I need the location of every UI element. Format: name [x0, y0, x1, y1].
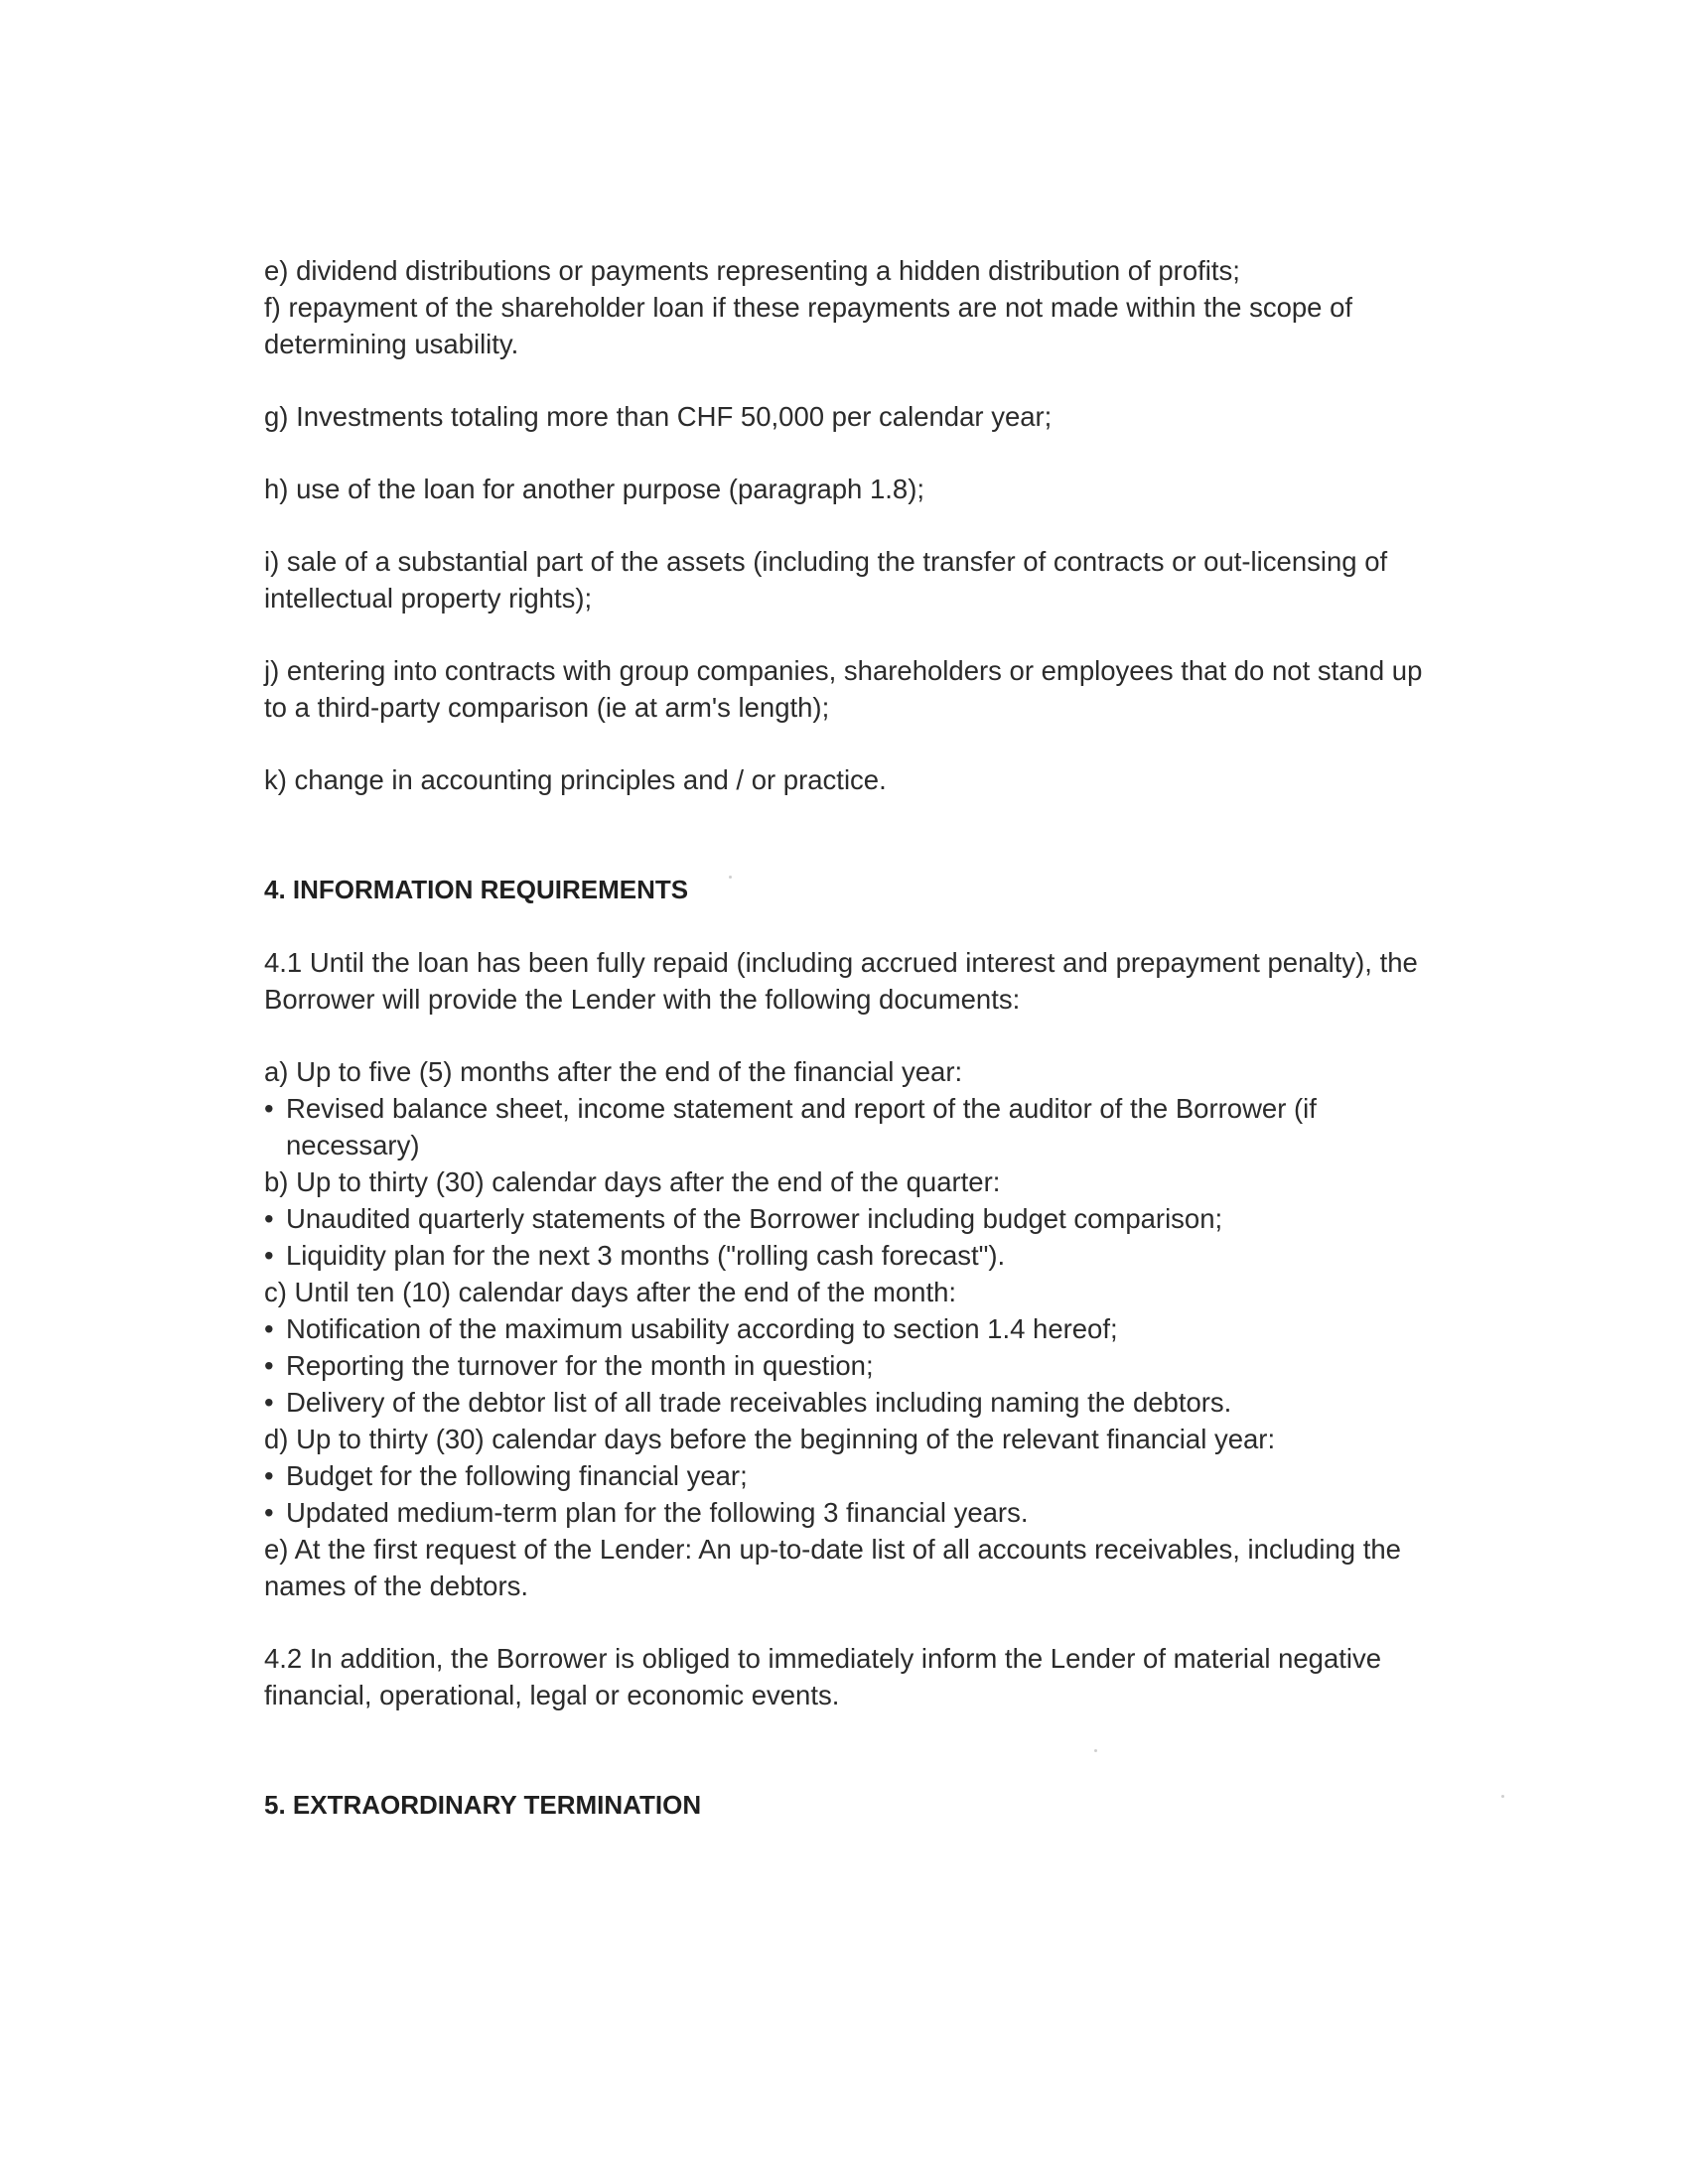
list-item: • Budget for the following financial year; [264, 1457, 1436, 1494]
scan-speck [1094, 1749, 1097, 1752]
clause-4-1-c-list [264, 1310, 1436, 1421]
clause-4-1-d-intro: d) Up to thirty (30) calendar days before the beginning of the relevant financial year: [264, 1424, 1276, 1454]
list-item: • Unaudited quarterly statements of the Borrower including budget comparison; [264, 1200, 1436, 1237]
section-4-heading: 4. INFORMATION REQUIREMENTS [264, 875, 689, 904]
list-item: • Revised balance sheet, income statement and report of the auditor of the Borrower (if necessary) [264, 1090, 1436, 1163]
clause-4-1-a-list [264, 1090, 1436, 1163]
clause-4-1-c-intro: c) Until ten (10) calendar days after the end of the month: [264, 1277, 957, 1307]
item-g-investments: g) Investments totaling more than CHF 50,000 per calendar year; [264, 401, 1053, 432]
section-5-heading: 5. EXTRAORDINARY TERMINATION [264, 1790, 702, 1820]
list-item: • Liquidity plan for the next 3 months ("rolling cash forecast"). [264, 1237, 1436, 1274]
clause-4-1-d-list [264, 1457, 1436, 1531]
list-item: • Delivery of the debtor list of all trade receivables including naming the debtors. [264, 1384, 1436, 1421]
clause-4-1-e: e) At the first request of the Lender: An up-to-date list of all accounts receivables, including the names of the debtors. [264, 1534, 1401, 1601]
item-j-contracts: j) entering into contracts with group companies, shareholders or employees that do not stand up to a third-party comparison (ie at arm's length); [264, 655, 1423, 723]
scan-speck [1501, 1795, 1504, 1798]
clause-4-1-a-intro: a) Up to five (5) months after the end of the financial year: [264, 1056, 963, 1087]
item-i-asset-sale: i) sale of a substantial part of the assets (including the transfer of contracts or out-licensing of intellectual property rights); [264, 546, 1388, 614]
clause-4-1-b-intro: b) Up to thirty (30) calendar days after the end of the quarter: [264, 1166, 1001, 1197]
item-f-shareholder-loan: f) repayment of the shareholder loan if these repayments are not made within the scope of determining usability. [264, 292, 1353, 359]
scan-speck [729, 876, 732, 879]
clause-4-1: 4.1 Until the loan has been fully repaid (including accrued interest and prepayment penalty), the Borrower will provide the Lender with the following documents: [264, 947, 1418, 1015]
clause-4-2: 4.2 In addition, the Borrower is obliged to immediately inform the Lender of material negative financial, operational, legal or economic events. [264, 1643, 1382, 1710]
list-item: • Reporting the turnover for the month in question; [264, 1347, 1436, 1384]
clause-4-1-b-list [264, 1200, 1436, 1274]
list-item: • Updated medium-term plan for the following 3 financial years. [264, 1494, 1436, 1531]
item-k-accounting: k) change in accounting principles and / or practice. [264, 764, 887, 795]
document-body [264, 252, 1436, 1824]
item-h-loan-use: h) use of the loan for another purpose (paragraph 1.8); [264, 474, 925, 504]
list-item: • Notification of the maximum usability according to section 1.4 hereof; [264, 1310, 1436, 1347]
item-e-dividend: e) dividend distributions or payments representing a hidden distribution of profits; [264, 255, 1240, 286]
